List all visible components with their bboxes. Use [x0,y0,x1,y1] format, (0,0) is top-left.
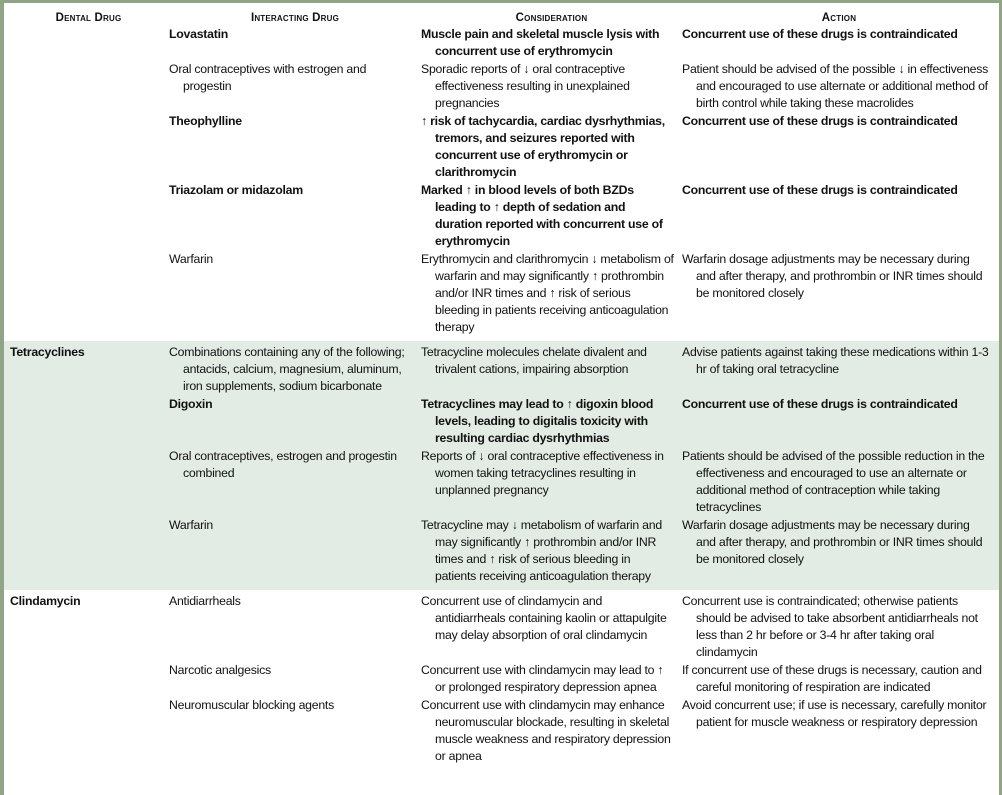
table-row [4,593,999,662]
header-interacting-drug: Interacting Drug [250,12,340,24]
dental-drug-cell: Clindamycin [10,594,81,608]
consideration-cell: Reports of ↓ oral contraceptive effectiveness in women taking tetracyclines resulting in unplanned pregnancy [421,449,664,497]
consideration-cell: Concurrent use with clindamycin may enhance neuromuscular blockade, resulting in skeletal muscle weakness and respiratory depression or apnea [421,698,671,763]
table-row [4,251,999,337]
interacting-drug-cell: Warfarin [169,518,214,532]
action-cell: Concurrent use of these drugs is contraindicated [682,397,958,411]
table-header [4,10,999,26]
interacting-drug-cell: Neuromuscular blocking agents [169,698,334,712]
consideration-cell: ↑ risk of tachycardia, cardiac dysrhythmias, tremors, and seizures reported with concurrent use of erythromycin or clarithromycin [421,114,665,179]
consideration-cell: Tetracycline molecules chelate divalent and trivalent cations, impairing absorption [421,345,647,376]
consideration-cell: Concurrent use with clindamycin may lead to ↑ or prolonged respiratory depression apnea [421,663,664,694]
interacting-drug-cell: Oral contraceptives with estrogen and progestin [169,62,367,93]
interacting-drug-cell: Digoxin [169,397,213,411]
consideration-cell: Muscle pain and skeletal muscle lysis with concurrent use of erythromycin [421,27,660,58]
table-row [4,517,999,586]
table-row [4,182,999,251]
action-cell: Patients should be advised of the possible reduction in the effectiveness and encouraged to use an alternate or additional method of contraception while taking tetracyclines [682,449,985,514]
table-row [4,26,999,61]
header-dental-drug: Dental Drug [55,12,122,24]
action-cell: Concurrent use of these drugs is contraindicated [682,114,958,128]
interacting-drug-cell: Theophylline [169,114,242,128]
interacting-drug-cell: Antidiarrheals [169,594,241,608]
table-row [4,396,999,448]
table-group-tetracyclines [4,341,999,590]
table-row [4,344,999,396]
consideration-cell: Concurrent use of clindamycin and antidiarrheals containing kaolin or attapulgite may delay absorption of oral clindamycin [421,594,667,642]
interacting-drug-cell: Combinations containing any of the following; antacids, calcium, magnesium, aluminum, iron supplements, sodium bicarbonate [169,345,405,393]
table-row [4,61,999,113]
action-cell: Warfarin dosage adjustments may be necessary during and after therapy, and prothrombin or INR times should be monitored closely [682,518,983,566]
consideration-cell: Erythromycin and clarithromycin ↓ metabolism of warfarin and may significantly ↑ prothrombin and/or INR times and ↑ risk of serious bleeding in patients receiving anticoagulation therapy [421,252,674,334]
action-cell: Concurrent use of these drugs is contraindicated [682,27,958,41]
dental-drug-cell [4,26,169,60]
table-row [4,697,999,766]
action-cell: Advise patients against taking these medications within 1-3 hr of taking oral tetracycline [682,345,989,376]
table-group-macrolides [4,26,999,341]
interacting-drug-cell: Triazolam or midazolam [169,183,303,197]
consideration-cell: Marked ↑ in blood levels of both BZDs leading to ↑ depth of sedation and duration reported with concurrent use of erythromycin [421,183,663,248]
consideration-cell: Sporadic reports of ↓ oral contraceptive effectiveness resulting in unexplained pregnancies [421,62,630,110]
header-action: Action [821,12,857,24]
table-row [4,448,999,517]
table-row [4,113,999,182]
interacting-drug-cell: Oral contraceptives, estrogen and progestin combined [169,449,397,480]
table-group-clindamycin [4,590,999,774]
table-row [4,662,999,697]
consideration-cell: Tetracycline may ↓ metabolism of warfarin and may significantly ↑ prothrombin and/or INR times and ↑ risk of serious bleeding in patients receiving anticoagulation therapy [421,518,662,583]
dental-drug-cell: Tetracyclines [10,345,85,359]
action-cell: Warfarin dosage adjustments may be necessary during and after therapy, and prothrombin or INR times should be monitored closely [682,252,983,300]
header-consideration: Consideration [515,12,588,24]
action-cell: Concurrent use of these drugs is contraindicated [682,183,958,197]
interacting-drug-cell: Lovastatin [169,27,228,41]
action-cell: If concurrent use of these drugs is necessary, caution and careful monitoring of respiration are indicated [682,663,982,694]
interacting-drug-cell: Warfarin [169,252,214,266]
interacting-drug-cell: Narcotic analgesics [169,663,271,677]
action-cell: Avoid concurrent use; if use is necessary, carefully monitor patient for muscle weakness or respiratory depression [682,698,987,729]
action-cell: Patient should be advised of the possible ↓ in effectiveness and encouraged to use alternate or additional method of birth control while taking these macrolides [682,62,989,110]
action-cell: Concurrent use is contraindicated; otherwise patients should be advised to take absorbent antidiarrheals not less than 2 hr before or 3-4 hr after taking oral clindamycin [682,594,978,659]
consideration-cell: Tetracyclines may lead to ↑ digoxin blood levels, leading to digitalis toxicity with resulting cardiac dysrhythmias [421,397,654,445]
